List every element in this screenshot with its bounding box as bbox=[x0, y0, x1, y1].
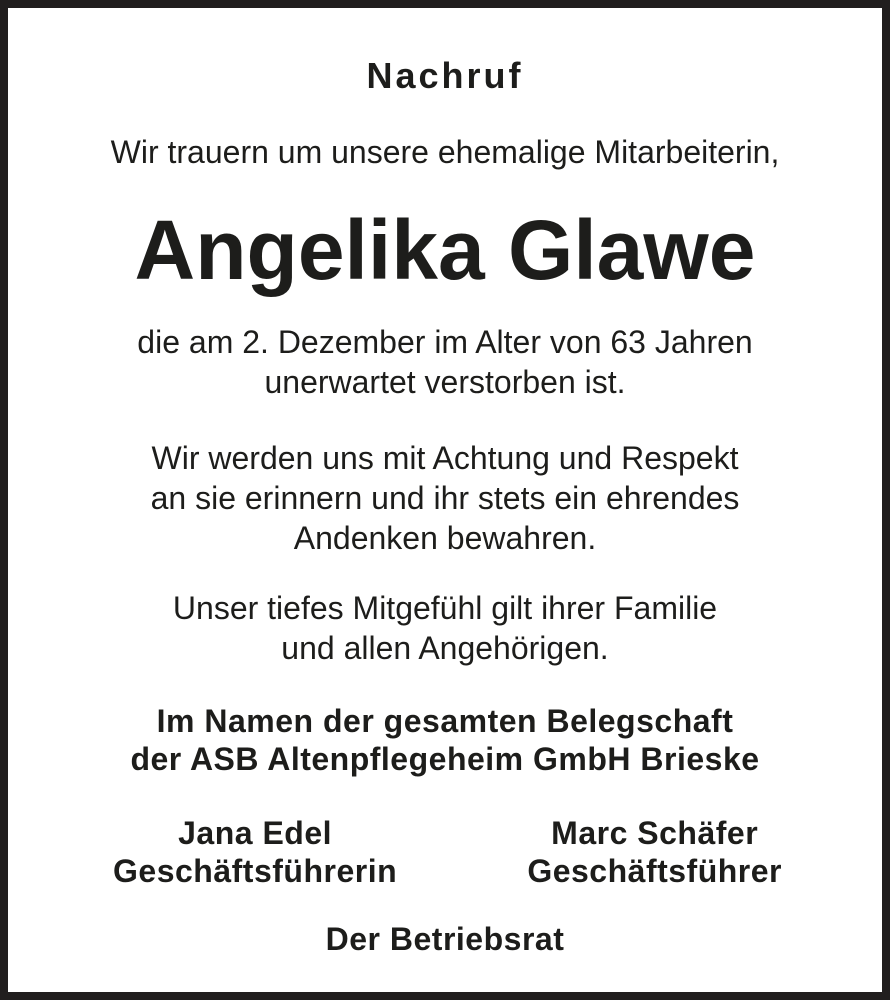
notice-content bbox=[8, 8, 882, 958]
condolence-paragraph bbox=[8, 588, 882, 668]
signatory-role: Geschäftsführerin bbox=[113, 853, 398, 889]
tribute-paragraph bbox=[8, 438, 882, 558]
tribute-line-1: Wir werden uns mit Achtung und Respekt bbox=[151, 440, 739, 476]
notice-title: Nachruf bbox=[366, 55, 524, 96]
deceased-name: Angelika Glawe bbox=[134, 203, 756, 297]
intro-line: Wir trauern um unsere ehemalige Mitarbeiterin, bbox=[110, 134, 780, 170]
signature-block bbox=[8, 814, 882, 890]
death-paragraph bbox=[8, 322, 882, 402]
death-line-2: unerwartet verstorben ist. bbox=[264, 364, 626, 400]
behalf-line-1: Im Namen der gesamten Belegschaft bbox=[156, 703, 734, 739]
behalf-line-2: der ASB Altenpflegeheim GmbH Brieske bbox=[130, 741, 760, 777]
signatory-name: Marc Schäfer bbox=[551, 815, 759, 851]
death-line-1: die am 2. Dezember im Alter von 63 Jahren bbox=[137, 324, 753, 360]
condolence-line-2: und allen Angehörigen. bbox=[281, 630, 609, 666]
signatory-role: Geschäftsführer bbox=[527, 853, 782, 889]
tribute-line-2: an sie erinnern und ihr stets ein ehrendes bbox=[150, 480, 740, 516]
works-council-line: Der Betriebsrat bbox=[325, 921, 565, 957]
signatory-left bbox=[113, 814, 397, 890]
behalf-paragraph bbox=[8, 702, 882, 778]
signatory-right bbox=[527, 814, 782, 890]
signatory-name: Jana Edel bbox=[178, 815, 333, 851]
condolence-line-1: Unser tiefes Mitgefühl gilt ihrer Familie bbox=[172, 590, 718, 626]
tribute-line-3: Andenken bewahren. bbox=[293, 520, 597, 556]
